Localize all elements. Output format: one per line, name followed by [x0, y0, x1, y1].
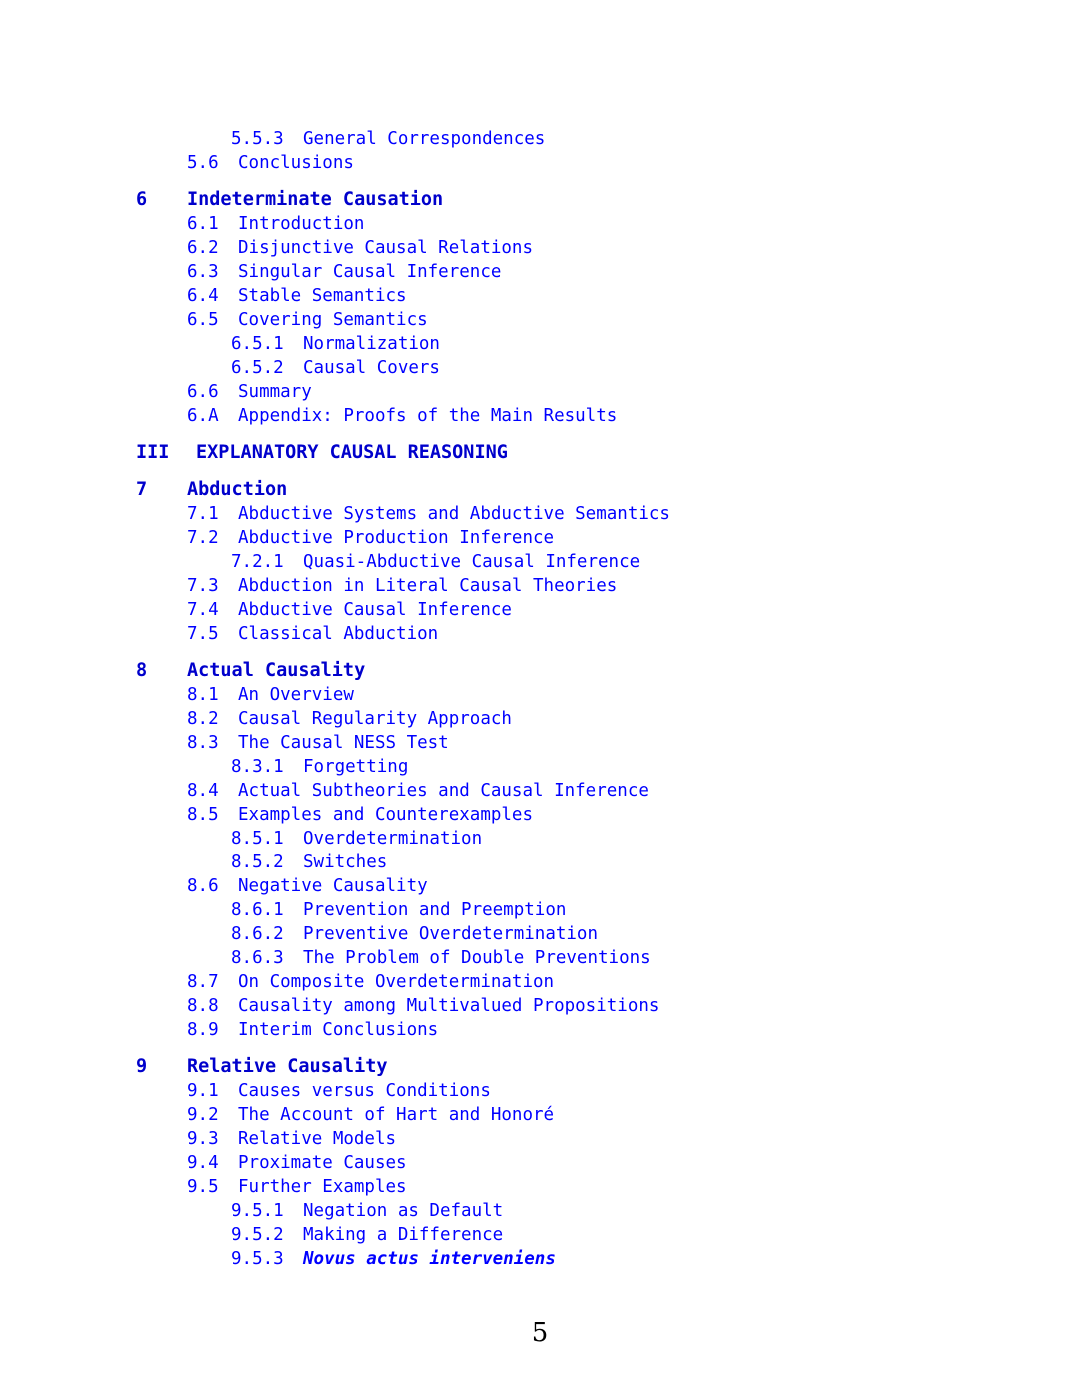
- toc-entry-title: Abduction in Literal Causal Theories: [238, 575, 618, 596]
- toc-entry-title: Appendix: Proofs of the Main Results: [238, 405, 618, 426]
- toc-entry-number: 8.6.3: [231, 948, 284, 968]
- toc-entry-number: 7.2.1: [231, 551, 284, 572]
- toc-entry-number: 5.6: [187, 152, 219, 173]
- toc-entry-number: 7.3: [187, 575, 219, 596]
- toc-entry-number: 8.6.2: [231, 924, 284, 945]
- toc-entry-number: 8: [136, 659, 148, 681]
- toc-entry[interactable]: [187, 1104, 554, 1126]
- toc-entry-title: Switches: [303, 852, 388, 873]
- toc-entry-number: 8.2: [187, 709, 219, 729]
- toc-entry-number: 8.5.2: [231, 852, 284, 873]
- toc-entry-number: 6.2: [187, 238, 219, 259]
- toc-entry-title: Prevention and Preemption: [303, 900, 567, 921]
- toc-entry[interactable]: [187, 1128, 396, 1150]
- toc-entry[interactable]: [187, 527, 554, 549]
- toc-entry-title: Actual Subtheories and Causal Inference: [238, 780, 649, 801]
- toc-entry-number: 9.2: [187, 1105, 219, 1126]
- toc-entry[interactable]: [187, 381, 312, 403]
- toc-entry[interactable]: [187, 599, 512, 621]
- toc-entry-number: 6.3: [187, 262, 219, 283]
- toc-entry[interactable]: [231, 828, 482, 850]
- toc-entry[interactable]: [187, 1176, 407, 1198]
- toc-entry-number: 6.4: [187, 286, 219, 307]
- toc-entry-number: 8.5: [187, 804, 219, 825]
- toc-entry[interactable]: [231, 1224, 503, 1246]
- toc-entry-number: 7.4: [187, 599, 219, 620]
- toc-entry-title: General Correspondences: [303, 129, 546, 149]
- toc-entry-title: Abduction: [187, 478, 288, 500]
- toc-entry[interactable]: [187, 405, 617, 427]
- toc-entry-number: 8.5.1: [231, 828, 284, 849]
- toc-entry-number: 8.6.1: [231, 900, 284, 921]
- toc-entry[interactable]: [187, 732, 449, 754]
- toc-entry-number: 8.9: [187, 1019, 219, 1040]
- toc-entry[interactable]: [231, 923, 598, 945]
- toc-entry-title: The Problem of Double Preventions: [303, 948, 651, 968]
- toc-entry[interactable]: [231, 333, 440, 355]
- toc-entry-number: 6.6: [187, 381, 219, 402]
- toc-entry-number: 6.A: [187, 405, 219, 426]
- toc-entry-number: 6: [136, 188, 148, 210]
- toc-entry[interactable]: [231, 357, 440, 379]
- toc-entry-title: Abductive Systems and Abductive Semantics: [238, 504, 670, 525]
- toc-entry-number: 5.5.3: [231, 129, 284, 149]
- toc-entry[interactable]: [187, 1080, 491, 1102]
- toc-chapter-heading[interactable]: [136, 1056, 387, 1078]
- toc-entry-title: An Overview: [238, 685, 354, 706]
- toc-entry-number: 9.5: [187, 1176, 219, 1197]
- toc-entry[interactable]: [231, 128, 545, 150]
- toc-chapter-heading[interactable]: [136, 189, 443, 211]
- toc-entry-title: Disjunctive Causal Relations: [238, 238, 534, 259]
- toc-entry[interactable]: [187, 995, 659, 1017]
- toc-entry-title: Indeterminate Causation: [187, 188, 444, 210]
- toc-entry-number: 9.5.3: [231, 1248, 284, 1269]
- toc-entry-title: Making a Difference: [303, 1224, 504, 1245]
- toc-entry-title: Summary: [238, 381, 312, 402]
- toc-entry[interactable]: [187, 623, 438, 645]
- toc-entry-number: 9.4: [187, 1152, 219, 1173]
- toc-entry-title: Introduction: [238, 214, 365, 235]
- toc-entry[interactable]: [187, 237, 533, 259]
- toc-entry-title: Preventive Overdetermination: [303, 924, 599, 945]
- toc-entry-title: EXPLANATORY CAUSAL REASONING: [196, 441, 508, 463]
- toc-entry[interactable]: [231, 851, 387, 873]
- toc-entry-title: The Causal NESS Test: [238, 732, 449, 753]
- toc-entry-title: Negation as Default: [303, 1200, 504, 1221]
- toc-entry-title: Causal Covers: [303, 357, 440, 378]
- toc-entry[interactable]: [187, 684, 354, 706]
- toc-entry-number: III: [136, 441, 170, 463]
- toc-entry[interactable]: [187, 1019, 438, 1041]
- page-number: 5: [531, 1318, 549, 1348]
- toc-entry[interactable]: [187, 971, 554, 993]
- toc-entry-number: 8.6: [187, 876, 219, 897]
- toc-chapter-heading[interactable]: [136, 479, 287, 501]
- toc-entry-number: 8.3.1: [231, 756, 284, 777]
- toc-entry-number: 9.1: [187, 1081, 219, 1102]
- toc-entry-number: 9.5.1: [231, 1200, 284, 1221]
- toc-entry-number: 6.5: [187, 310, 219, 330]
- toc-entry-number: 8.7: [187, 971, 219, 992]
- toc-entry-title: Classical Abduction: [238, 623, 439, 644]
- toc-entry[interactable]: [187, 285, 407, 307]
- toc-entry-title: Abductive Production Inference: [238, 528, 555, 548]
- toc-entry-number: 7: [136, 478, 148, 500]
- toc-entry-title: The Account of Hart and Honoré: [238, 1105, 555, 1126]
- toc-entry[interactable]: [187, 575, 617, 597]
- toc-entry-number: 6.1: [187, 214, 219, 235]
- toc-entry-title: Conclusions: [238, 152, 354, 173]
- toc-entry-number: 8.1: [187, 685, 219, 706]
- toc-entry-title: Normalization: [303, 333, 440, 354]
- toc-entry[interactable]: [231, 899, 566, 921]
- toc-entry-title: Abductive Causal Inference: [238, 599, 512, 620]
- toc-entry-title: Examples and Counterexamples: [238, 804, 534, 825]
- toc-entry-number: 7.5: [187, 623, 219, 644]
- toc-entry-number: 6.5.1: [231, 333, 284, 354]
- toc-entry-title: Further Examples: [238, 1176, 407, 1197]
- toc-entry[interactable]: [231, 947, 651, 969]
- toc-entry-title: Causal Regularity Approach: [238, 709, 512, 729]
- toc-entry-title: On Composite Overdetermination: [238, 971, 555, 992]
- toc-entry[interactable]: [231, 1248, 556, 1270]
- toc-entry[interactable]: [187, 708, 512, 730]
- toc-entry-number: 9.3: [187, 1129, 219, 1149]
- toc-entry-number: 7.2: [187, 528, 219, 548]
- toc-entry-title: Forgetting: [303, 756, 409, 777]
- toc-entry-title: Novus actus interveniens: [303, 1248, 556, 1269]
- toc-entry[interactable]: [187, 309, 428, 331]
- toc-entry-title: Negative Causality: [238, 876, 428, 897]
- toc-entry[interactable]: [231, 756, 408, 778]
- toc-entry[interactable]: [187, 152, 354, 174]
- toc-entry[interactable]: [187, 804, 533, 826]
- toc-entry-title: Singular Causal Inference: [238, 262, 502, 283]
- toc-entry-title: Interim Conclusions: [238, 1019, 439, 1040]
- toc-entry-title: Actual Causality: [187, 659, 366, 681]
- toc-entry[interactable]: [187, 780, 649, 802]
- toc-entry-number: 9: [136, 1055, 148, 1077]
- toc-entry-title: Causality among Multivalued Propositions: [238, 995, 660, 1016]
- toc-entry-number: 8.3: [187, 732, 219, 753]
- toc-entry-title: Relative Models: [238, 1129, 397, 1149]
- toc-entry[interactable]: [231, 551, 640, 573]
- toc-entry-number: 8.8: [187, 995, 219, 1016]
- toc-chapter-heading[interactable]: [136, 660, 365, 682]
- toc-entry[interactable]: [187, 1152, 407, 1174]
- toc-entry[interactable]: [187, 503, 670, 525]
- toc-entry-number: 7.1: [187, 504, 219, 525]
- toc-entry-title: Relative Causality: [187, 1055, 388, 1077]
- toc-entry-title: Stable Semantics: [238, 286, 407, 307]
- toc-entry[interactable]: [187, 213, 364, 235]
- toc-part-heading[interactable]: [136, 442, 508, 464]
- toc-entry-title: Quasi-Abductive Causal Inference: [303, 551, 641, 572]
- toc-entry[interactable]: [187, 875, 428, 897]
- toc-entry-title: Covering Semantics: [238, 310, 428, 330]
- toc-entry[interactable]: [187, 261, 501, 283]
- toc-entry-title: Causes versus Conditions: [238, 1081, 491, 1102]
- toc-entry-number: 8.4: [187, 780, 219, 801]
- toc-entry-number: 6.5.2: [231, 357, 284, 378]
- toc-entry-number: 9.5.2: [231, 1224, 284, 1245]
- toc-entry-title: Overdetermination: [303, 828, 483, 849]
- toc-entry-title: Proximate Causes: [238, 1152, 407, 1173]
- toc-entry[interactable]: [231, 1200, 503, 1222]
